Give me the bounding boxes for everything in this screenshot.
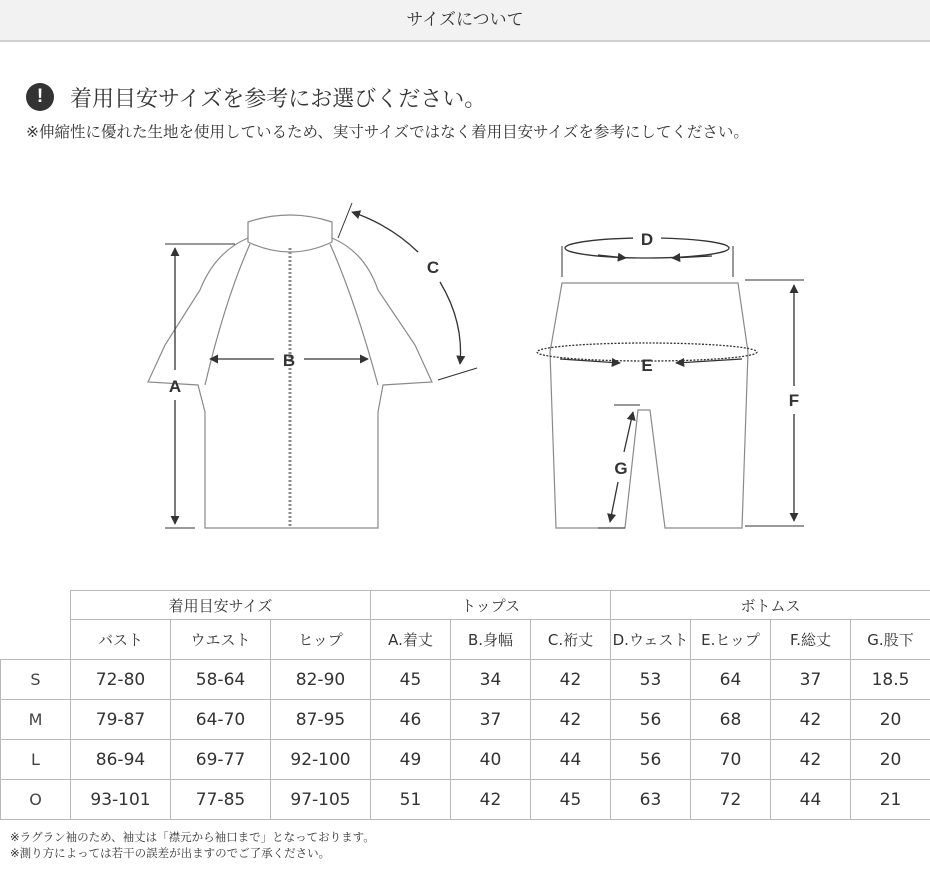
table-row	[1, 700, 930, 740]
table-cell: 56	[611, 740, 691, 780]
measure-arrow-c-lower	[440, 282, 461, 364]
table-cell: 70	[691, 740, 771, 780]
label-a: A	[168, 377, 182, 396]
col-header-c-sleeve: C.裄丈	[531, 620, 611, 660]
label-f: F	[788, 391, 800, 410]
footnote-measurement: ※測り方によっては若干の誤差が出ますのでご了承ください。	[10, 846, 331, 860]
label-c: C	[426, 258, 440, 277]
table-cell: 72-80	[71, 660, 171, 700]
col-header-f-total: F.総丈	[771, 620, 851, 660]
table-cell: 42	[531, 660, 611, 700]
size-table	[0, 590, 930, 820]
label-e: E	[641, 356, 653, 375]
table-cell: 77-85	[171, 780, 271, 820]
table-cell: 79-87	[71, 700, 171, 740]
table-cell: 42	[451, 780, 531, 820]
size-label: M	[1, 700, 71, 740]
table-cell: 18.5	[851, 660, 930, 700]
table-cell: 72	[691, 780, 771, 820]
size-label: O	[1, 780, 71, 820]
table-cell: 37	[771, 660, 851, 700]
label-d: D	[640, 230, 654, 249]
page-title: サイズについて	[406, 10, 524, 30]
group-header-tops: トップス	[371, 591, 611, 620]
col-header-hip: ヒップ	[271, 620, 371, 660]
table-cell: 82-90	[271, 660, 371, 700]
exclamation-icon: !	[26, 83, 54, 111]
group-header-fit: 着用目安サイズ	[71, 591, 371, 620]
table-cell: 44	[771, 780, 851, 820]
size-label: S	[1, 660, 71, 700]
table-cell: 21	[851, 780, 930, 820]
table-cell: 51	[371, 780, 451, 820]
table-cell: 92-100	[271, 740, 371, 780]
table-cell: 20	[851, 700, 930, 740]
shorts-outline	[550, 283, 748, 528]
notice	[26, 82, 486, 112]
table-cell: 44	[531, 740, 611, 780]
table-row	[1, 740, 930, 780]
table-cell: 45	[531, 780, 611, 820]
notice-subtitle: ※伸縮性に優れた生地を使用しているため、実寸サイズではなく着用目安サイズを参考にしてください。	[26, 123, 749, 141]
label-g: G	[614, 459, 628, 478]
table-cell: 56	[611, 700, 691, 740]
table-cell: 68	[691, 700, 771, 740]
footnote-raglan: ※ラグラン袖のため、袖丈は「襟元から袖口まで」となっております。	[10, 830, 375, 844]
table-cell: 20	[851, 740, 930, 780]
col-header-e-hip: E.ヒップ	[691, 620, 771, 660]
col-header-waist: ウエスト	[171, 620, 271, 660]
page-header	[0, 0, 930, 42]
col-header-bust: バスト	[71, 620, 171, 660]
table-cell: 49	[371, 740, 451, 780]
table-cell: 87-95	[271, 700, 371, 740]
table-cell: 64	[691, 660, 771, 700]
measure-arrow-c-upper	[352, 212, 418, 252]
garment-diagram	[0, 190, 930, 540]
table-cell: 63	[611, 780, 691, 820]
table-cell: 58-64	[171, 660, 271, 700]
label-b: B	[282, 351, 296, 370]
col-header-b-width: B.身幅	[451, 620, 531, 660]
measure-arrow-g-upper	[624, 412, 633, 452]
measure-line-c-top	[338, 203, 352, 238]
table-cell: 93-101	[71, 780, 171, 820]
table-row	[1, 660, 930, 700]
measure-arrow-g-lower	[610, 482, 618, 522]
table-cell: 69-77	[171, 740, 271, 780]
table-cell: 53	[611, 660, 691, 700]
table-cell: 46	[371, 700, 451, 740]
table-row	[1, 780, 930, 820]
table-cell: 40	[451, 740, 531, 780]
table-cell: 86-94	[71, 740, 171, 780]
table-cell: 64-70	[171, 700, 271, 740]
col-header-a-length: A.着丈	[371, 620, 451, 660]
table-cell: 42	[531, 700, 611, 740]
table-cell: 45	[371, 660, 451, 700]
table-corner	[1, 591, 71, 660]
group-header-bottoms: ボトムス	[611, 591, 930, 620]
table-cell: 42	[771, 740, 851, 780]
table-cell: 37	[451, 700, 531, 740]
col-header-d-waist: D.ウェスト	[611, 620, 691, 660]
footnotes	[10, 829, 375, 861]
col-header-g-inseam: G.股下	[851, 620, 930, 660]
table-cell: 34	[451, 660, 531, 700]
size-label: L	[1, 740, 71, 780]
notice-title: 着用目安サイズを参考にお選びください。	[70, 86, 487, 112]
table-cell: 42	[771, 700, 851, 740]
table-cell: 97-105	[271, 780, 371, 820]
measure-line-c-bottom	[438, 368, 477, 380]
